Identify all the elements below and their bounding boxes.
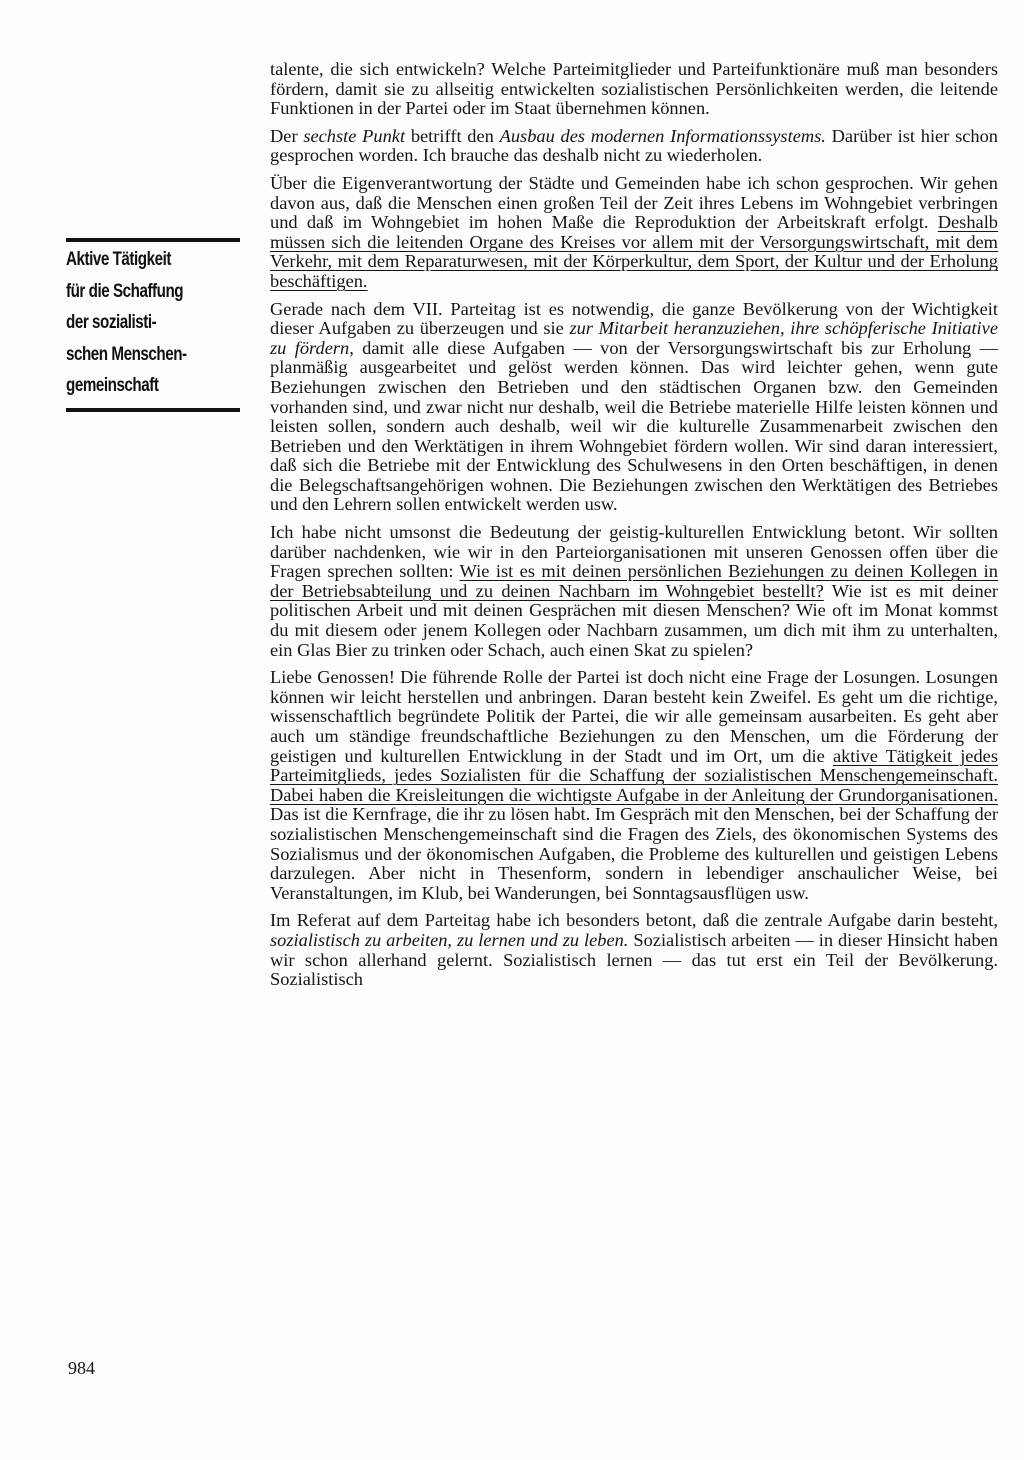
paragraph-text: Liebe Genossen! Die führende Rolle der Partei ist doch nicht eine Frage der Losungen. Losungen können wir leicht herstellen und anbringen. Daran besteht kein Zweifel. Es geht um die richtige, wissenschaftlich begründete Politik der Partei, die wir alle gemeinsam ausarbeiten. Es geht aber auch um ständige freundschaftliche Beziehungen zu den Menschen, um die Förderung der geistigen und kulturellen Entwicklung in der Stadt und im Ort, um die (270, 667, 998, 766)
underlined-text: Deshalb müssen sich die leitenden Organe des Kreises vor allem mit der Versorgungswirtschaft, mit dem Verkehr, mit dem Reparaturwesen, mit der Körperkultur, dem Sport, der Kultur und der Erholung beschäftigen. (270, 212, 998, 291)
body-paragraph (270, 911, 998, 989)
body-paragraph (270, 60, 998, 119)
body-paragraph (270, 127, 998, 166)
paragraph-text: Sozialistisch arbeiten — in dieser Hinsicht haben wir schon allerhand gelernt. Sozialistisch lernen — das tut erst ein Teil der Bevölkerung. Sozialistisch (270, 929, 999, 990)
paragraph-text: Ich habe nicht umsonst die Bedeutung der geistig-kulturellen Entwicklung betont. Wir sollten darüber nachdenken, wie wir in den Parteiorganisationen mit unseren Genossen offen über die Fragen sprechen sollten: (270, 522, 998, 582)
emphasis-text: Ausbau des modernen Informationssystems. (499, 125, 826, 146)
paragraph-text: Das ist die Kernfrage, die ihr zu lösen habt. Im Gespräch mit den Menschen, bei der Schaffung der sozialistischen Menschengemeinschaft sind die Fragen des Ziels, des ökonomischen Systems des Sozialismus und der ökonomischen Aufgaben, die Probleme des kulturellen und geistigen Lebens darzulegen. Aber nicht in Thesenform, sondern in lebendiger anschaulicher Weise, bei Veranstaltungen, im Klub, bei Wanderungen, bei Sonntagsausflügen usw. (270, 804, 998, 903)
underlined-text: Wie ist es mit deinen persönlichen Beziehungen zu deinen Kollegen in der Betriebsabteilung und zu deinen Nachbarn im Wohngebiet bestellt? (270, 561, 998, 601)
body-paragraph (270, 668, 998, 903)
paragraph-text: damit alle diese Aufgaben — von der Versorgungswirtschaft bis zur Erholung — planmäßig ausgearbeitet und gelöst werden können. Das wird leichter gehen, wenn gute Beziehungen zwischen den Betrieben und den städtischen Organen bzw. den Gemeinden vorhanden sind, und zwar nicht nur deshalb, weil die Betriebe materielle Hilfe leisten können und leisten sollen, sondern auch deshalb, weil wir die kulturelle Zusammenarbeit zwischen den Betrieben und den Werktätigen in ihrem Wohngebiet fördern wollen. Wir sind daran interessiert, daß sich die Betriebe mit der Entwicklung des Schulwesens in den Orten beschäftigen, in denen die Belegschaftsangehörigen wohnen. Die Beziehungen zwischen den Werktätigen des Betriebes und den Lehrern sollen entwickelt werden usw. (270, 337, 998, 515)
paragraph-text: Gerade nach dem VII. Parteitag ist es notwendig, die ganze Bevölkerung von der Wichtigkeit dieser Aufgaben zu überzeugen und sie (270, 298, 998, 339)
paragraph-text: Über die Eigenverantwortung der Städte und Gemeinden habe ich schon gesprochen. Wir gehen davon aus, daß die Menschen einen großen Teil der Zeit ihres Lebens im Wohngebiet verbringen und daß im Wohngebiet im hohen Maße die Reproduktion der Arbeitskraft erfolgt. (270, 172, 998, 233)
margin-heading-line: schen Menschen- (66, 342, 187, 365)
margin-heading (66, 238, 240, 412)
margin-heading-line: der sozialisti- (66, 311, 157, 333)
margin-heading-line: für die Schaffung (66, 279, 184, 302)
paragraph-text: betrifft den (405, 125, 500, 146)
body-paragraph (270, 174, 998, 292)
emphasis-text: sechste Punkt (303, 125, 406, 146)
paragraph-text: Im Referat auf dem Parteitag habe ich besonders betont, daß die zentrale Aufgabe darin besteht, (270, 910, 998, 931)
body-paragraph (270, 300, 998, 516)
paragraph-text: Wie ist es mit deiner politischen Arbeit und mit deinen Gesprächen mit diesen Menschen? Wie oft im Monat kommst du mit diesem oder jenem Kollegen oder Nachbarn zusammen, um dich mit ihm zu unterhalten, ein Glas Bier zu trinken oder Schach, auch einen Skat zu spielen? (270, 580, 999, 660)
paragraph-text: talente, die sich entwickeln? Welche Parteimitglieder und Parteifunktionäre muß man besonders fördern, damit sie zu allseitig entwickelten sozialistischen Persönlichkeiten werden, die leitende Funktionen in der Partei oder im Staat übernehmen können. (270, 59, 998, 119)
paragraph-text: Der (270, 125, 304, 146)
underlined-text: aktive Tätigkeit jedes Parteimitglieds, jedes Sozialisten für die Schaffung der sozialistischen Menschengemeinschaft. Dabei haben die Kreisleitungen die wichtigste Aufgabe in der Anleitung der Grundorganisationen. (270, 745, 998, 805)
emphasis-text: zur Mitarbeit heranzuziehen, ihre schöpferische Initiative zu fördern, (270, 318, 998, 358)
page-number: 984 (68, 1358, 95, 1378)
body-paragraph (270, 523, 998, 660)
emphasis-text: sozialistisch zu arbeiten, zu lernen und zu leben. (270, 929, 629, 950)
body-text-column (270, 60, 998, 990)
margin-heading-line: gemeinschaft (66, 374, 159, 396)
margin-heading-line: Aktive Tätigkeit (66, 248, 171, 270)
paragraph-text: Darüber ist hier schon gesprochen worden. Ich brauche das deshalb nicht zu wiederholen. (270, 125, 998, 166)
